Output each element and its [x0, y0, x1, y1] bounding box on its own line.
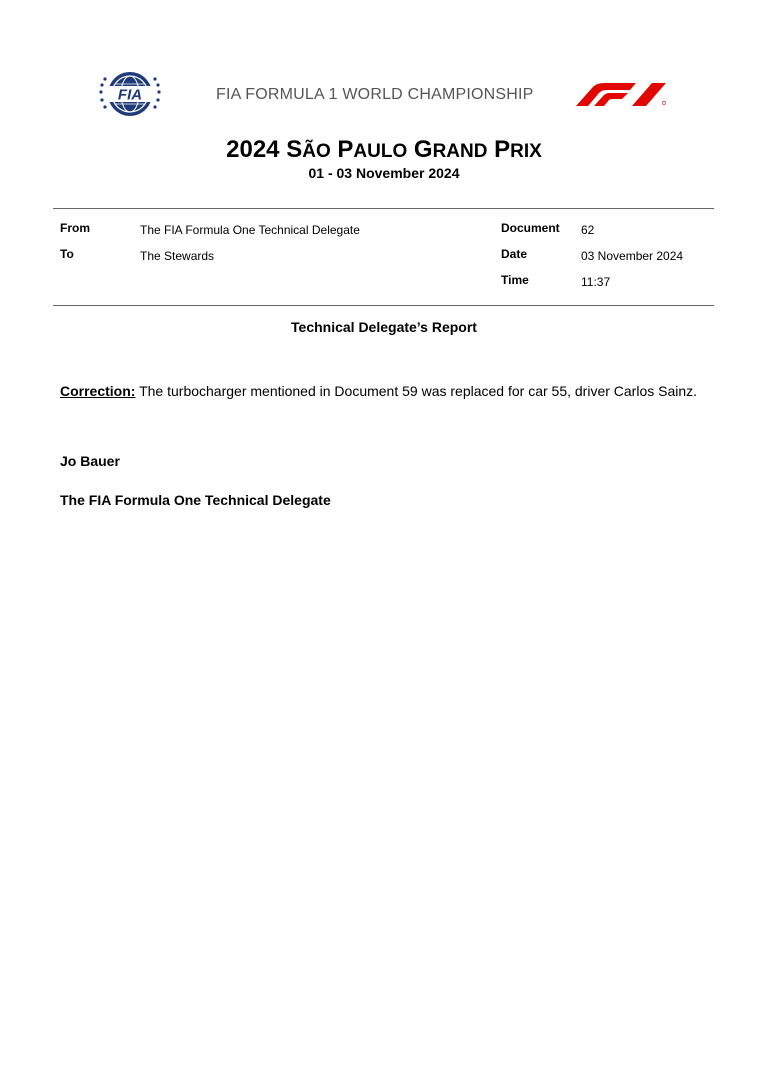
report-title: Technical Delegate’s Report: [291, 319, 477, 335]
to-label: To: [60, 247, 74, 261]
to-value: The Stewards: [140, 249, 215, 263]
from-value: The FIA Formula One Technical Delegate: [140, 223, 360, 237]
document-header: [0, 0, 768, 130]
event-title: 2024 SÃO PAULO GRAND PRIX: [226, 136, 542, 163]
document-label: Document: [501, 221, 560, 235]
championship-title: FIA FORMULA 1 WORLD CHAMPIONSHIP: [216, 86, 534, 103]
document-value: 62: [581, 223, 595, 237]
divider-bottom: [53, 305, 714, 306]
divider-top: [53, 208, 714, 209]
event-dates: 01 - 03 November 2024: [308, 165, 460, 181]
fia-logo-icon: [97, 70, 163, 118]
time-label: Time: [501, 273, 529, 287]
from-label: From: [60, 221, 90, 235]
time-value: 11:37: [581, 275, 611, 289]
date-value: 03 November 2024: [581, 249, 684, 263]
signatory-role: The FIA Formula One Technical Delegate: [60, 492, 331, 508]
report-body: [60, 383, 710, 400]
signatory-name: Jo Bauer: [60, 453, 120, 469]
f1-logo-icon: [574, 82, 668, 106]
svg-text:FIA: FIA: [117, 86, 143, 104]
correction-text: The turbocharger mentioned in Document 59 was replaced for car 55, driver Carlos Sainz.: [135, 383, 698, 399]
date-label: Date: [501, 247, 528, 261]
correction-label: Correction:: [60, 383, 136, 399]
